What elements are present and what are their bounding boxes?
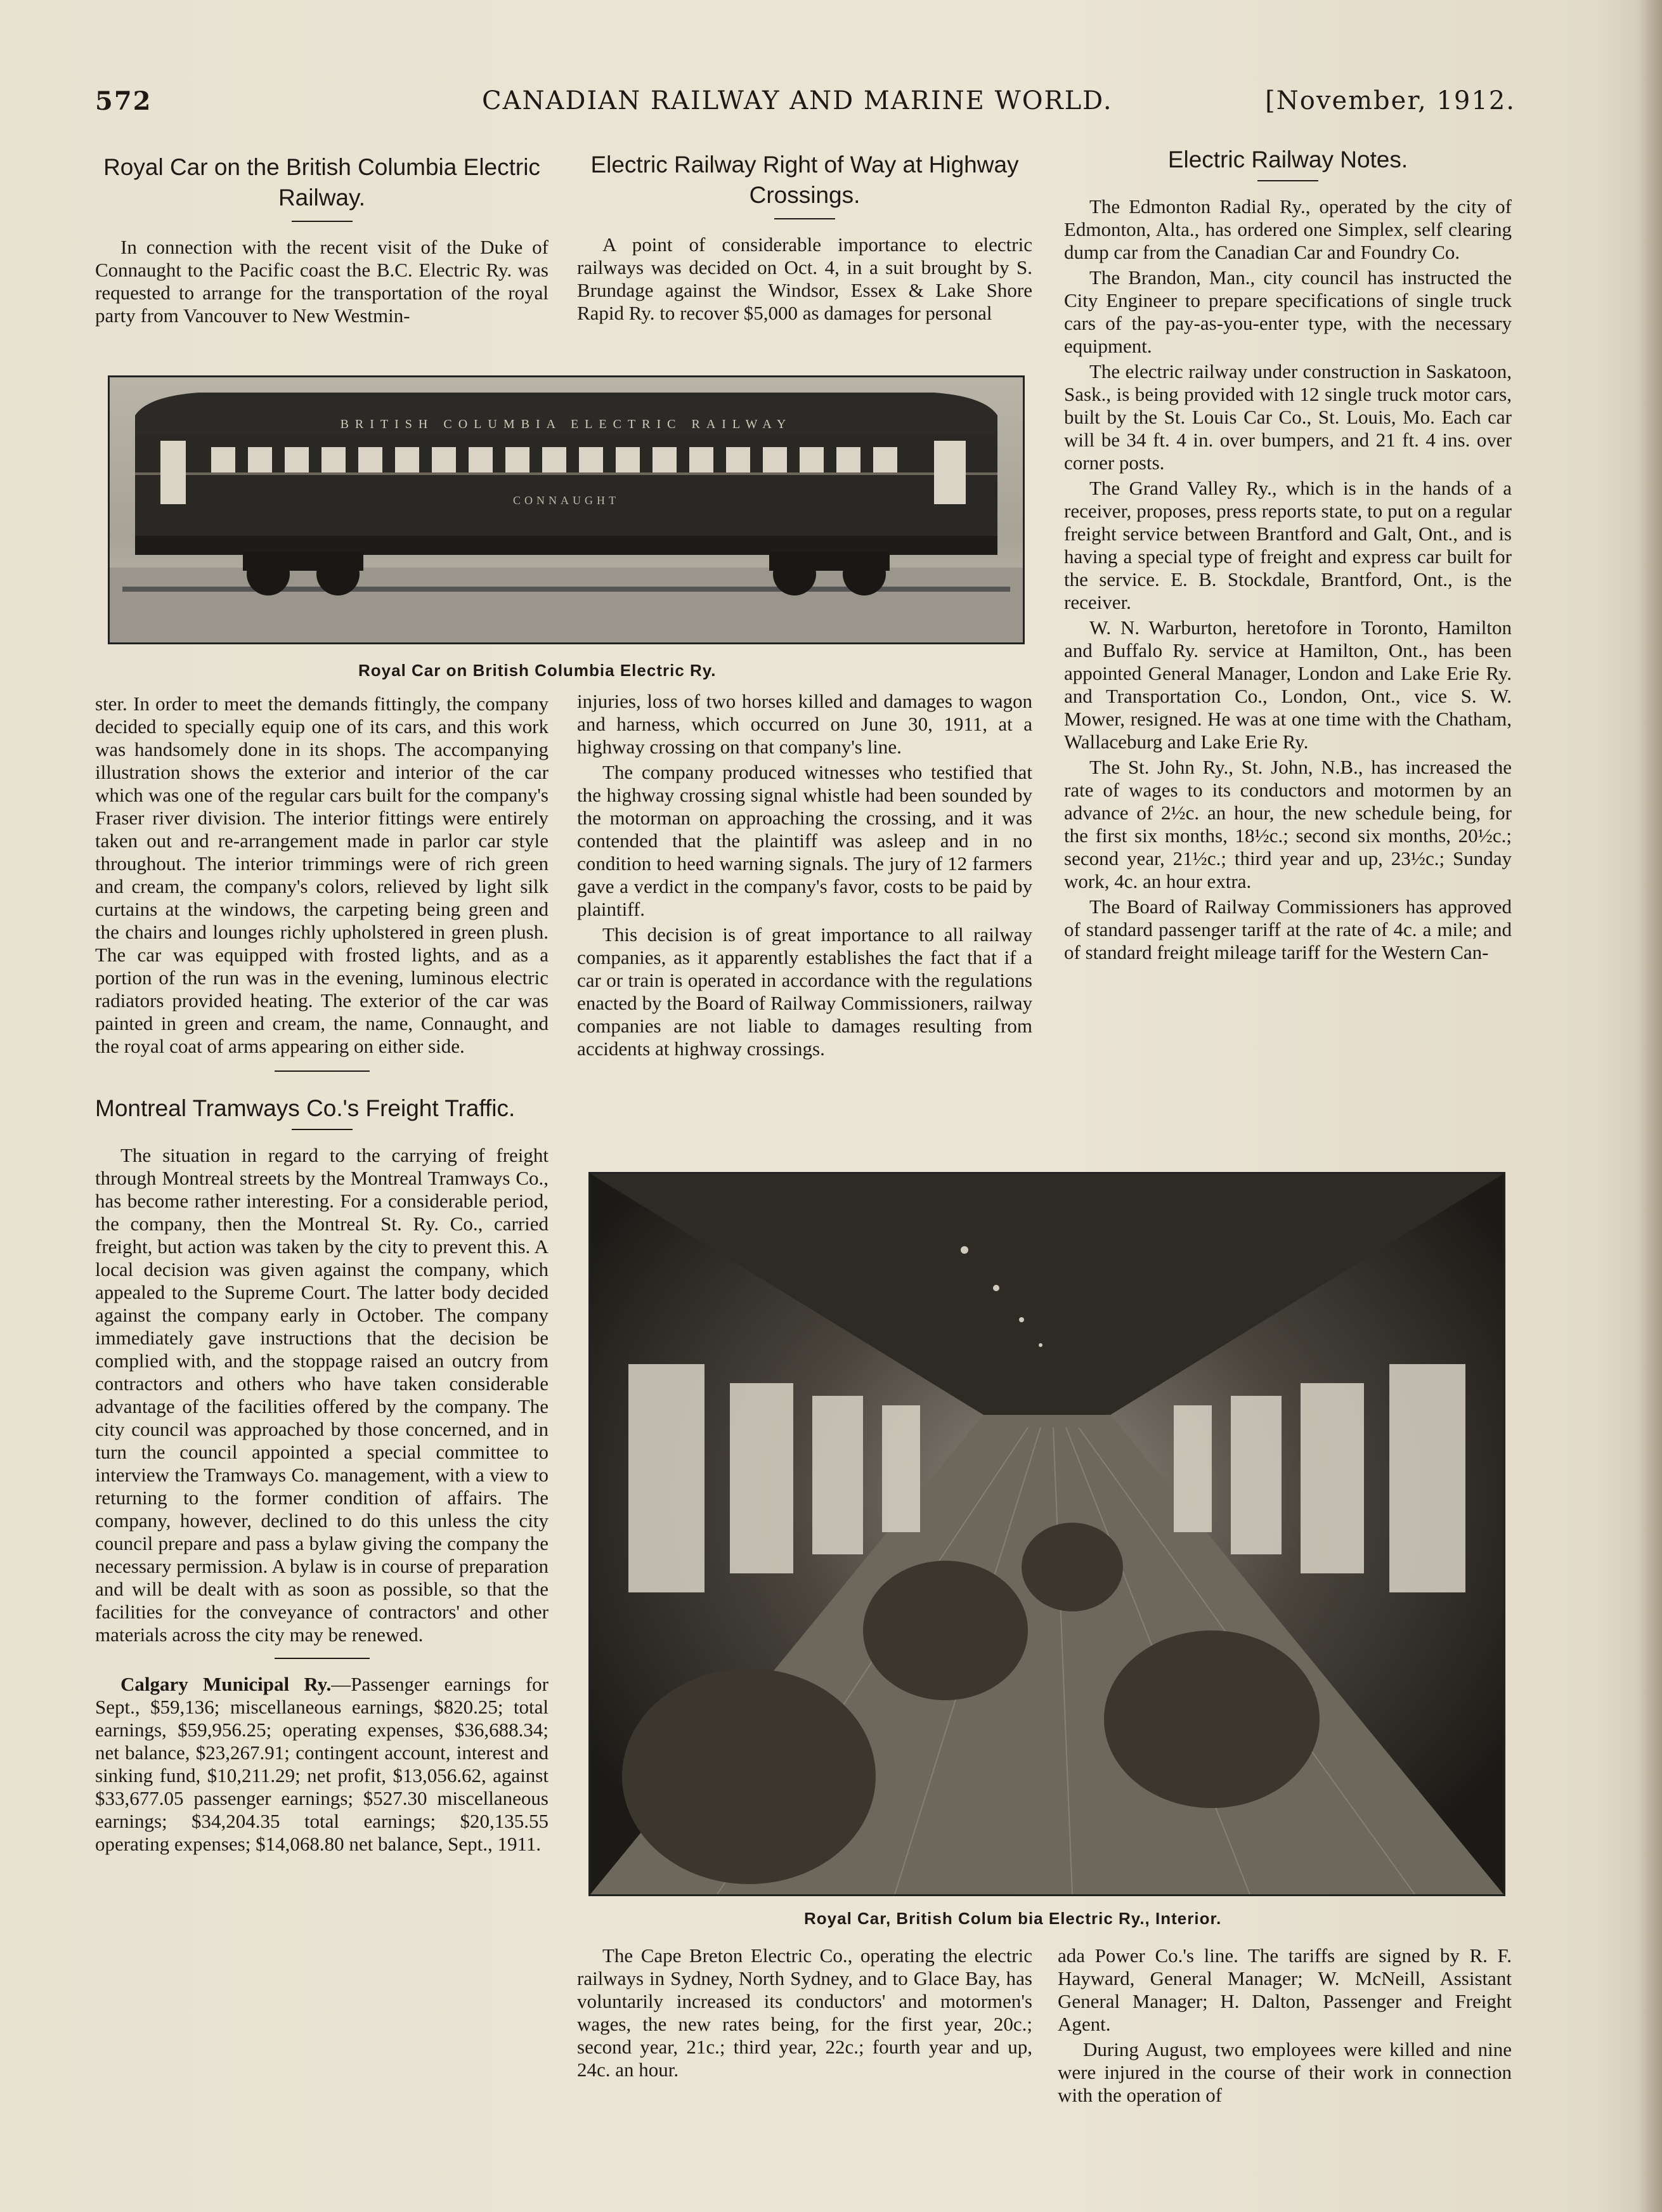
note-item: The Grand Valley Ry., which is in the hands of a receiver, proposes, press reports state, to put on a regular freight service between Brantford and Galt, Ont., and is having a special type of freight and express car built for the service. E. B. Stockdale, Brantford, Ont., is the receiver. [1064, 477, 1512, 613]
right-of-way-para1: A point of considerable importance to electric railways was decided on Oct. 4, in a suit brought by S. Brundage against the Windsor, Essex & Lake Shore Rapid Ry. to recover $5,000 as damages for personal [577, 233, 1032, 324]
right-of-way-title-line2: Crossings. [749, 182, 860, 208]
royal-car-para1: In connection with the recent visit of the Duke of Connaught to the Pacific coast the B.C. Electric Ry. was requested to arrange for the transportation of the royal party from Vancouver to New Westmin- [95, 236, 549, 327]
article-divider [275, 1070, 370, 1072]
note-item: The Edmonton Radial Ry., operated by the city of Edmonton, Alta., has ordered one Simplex, self clearing dump car from the Canadian Car and Foundry Co. [1064, 195, 1512, 263]
right-of-way-para3: The company produced witnesses who testified that the highway crossing signal whistle had been sounded by the motorman on approaching the crossing, and it was contended that the plaintiff was asleep and in no condition to heed warning signals. The jury of 12 farmers gave a verdict in the company's favor, costs to be paid by plaintiff. [577, 761, 1032, 920]
exterior-photo-caption: Royal Car on British Columbia Electric Ry. [358, 661, 717, 680]
page-edge-shadow [1637, 0, 1662, 2212]
car-side-lettering: BRITISH COLUMBIA ELECTRIC RAILWAY [340, 417, 793, 431]
royal-car-para2: ster. In order to meet the demands fittingly, the company decided to specially equip one of its cars, and this work was handsomely done in its shops. The accompanying illustration shows the exterior and interior of the car which was one of the regular cars built for the company's Fraser river division. The interior fittings were entirely taken out and re-arrangement made in parlor car style throughout. The interior trimmings were of rich green and cream, the company's colors, relieved by light silk curtains at the windows, the carpeting being green and the chairs and lounges richly upholstered in green plush. The car was equipped with frosted lights, and as a portion of the run was in the evening, luminous electric radiators provided heating. The exterior of the car was painted in green and cream, the name, Connaught, and the royal coat of arms appearing on either side. [95, 693, 549, 1057]
royal-car-title-line1: Royal Car on the British Columbia Electric [103, 154, 540, 180]
title-rule [292, 221, 353, 222]
railway-car-illustration [110, 377, 1023, 642]
right-of-way-para4: This decision is of great importance to all railway companies, as it apparently establishes the fact that if a car or train is operated in accordance with the regulations enacted by the Board of Railway Commissioners, railway companies are not liable to damages resulting from accidents at highway crossings. [577, 923, 1032, 1060]
montreal-para1: The situation in regard to the carrying of freight through Montreal streets by the Montreal Tramways Co., has become rather interesting. For a considerable period, the company, then the Montreal St. Ry. Co., carried freight, but action was taken by the city to prevent this. A local decision was given against the company, which appealed to the Supreme Court. The latter body decided against the company early in October. The company immediately gave instructions that the decision be complied with, and the stoppage raised an outcry from contractors and others who have taken considerable advantage of the facilities offered by the company. The city council was approached by those concerned, and in turn the council appointed a special committee to interview the Tramways Co. management, with a view to returning to the former condition of affairs. The company, however, declined to do this unless the city council prepare and pass a bylaw giving the company the necessary permission. A bylaw is in course of preparation and will be dealt with as soon as possible, so that the facilities for the conveyance of contractors' and other materials across the city may be renewed. [95, 1144, 549, 1646]
montreal-title: Montreal Tramways Co.'s Freight Traffic. [95, 1095, 516, 1121]
right-of-way-title-line1: Electric Railway Right of Way at Highway [590, 152, 1019, 178]
right-of-way-title [577, 150, 1032, 211]
royal-car-title-line2: Railway. [278, 185, 366, 211]
note-item: The Board of Railway Commissioners has approved of standard passenger tariff at the rate of 4c. a mile; and of standard freight mileage tariff for the Western Can- [1064, 895, 1512, 963]
title-rule [774, 218, 835, 219]
interior-car-photo [588, 1172, 1505, 1896]
interior-photo-caption: Royal Car, British Colum bia Electric Ry., Interior. [804, 1909, 1222, 1928]
right-of-way-para2: injuries, loss of two horses killed and damages to wagon and harness, which occurred on June 30, 1911, at a highway crossing on that company's line. [577, 690, 1032, 758]
notes-continued-para2: During August, two employees were killed and nine were injured in the course of their work in connection with the operation of [1058, 2038, 1512, 2106]
notes-title: Electric Railway Notes. [1167, 146, 1408, 172]
note-item: W. N. Warburton, heretofore in Toronto, Hamilton and Buffalo Ry. service at Hamilton, Ont., has been appointed General Manager, London and Lake Erie Ry. and Transportation Co., London, Ont., vice S. W. Mower, resigned. He was at one time with the Chatham, Wallaceburg and Lake Erie Ry. [1064, 616, 1512, 753]
right-of-way-article-top [577, 150, 1032, 325]
cape-breton-note [577, 1944, 1032, 2081]
title-rule [292, 1129, 353, 1130]
royal-car-article-continued [95, 693, 549, 1856]
royal-car-article-top [95, 152, 549, 327]
note-item: The electric railway under construction in Saskatoon, Sask., is being provided with 12 single truck motor cars, built by the St. Louis Car Co., St. Louis, Mo. Each car will be 34 ft. 4 in. over bumpers, and 21 ft. 4 ins. over corner posts. [1064, 360, 1512, 474]
masthead: CANADIAN RAILWAY AND MARINE WORLD. [482, 86, 1113, 115]
page-number: 572 [95, 86, 152, 116]
electric-railway-notes [1064, 145, 1512, 964]
calgary-text: —Passenger earnings for Sept., $59,136; miscellaneous earnings, $820.25; total earnings, $59,956.25; operating expenses, $36,688.34; net balance, $23,267.91; contingent account, interest and sinking fund, $10,211.29; net profit, $13,056.62, against $33,677.05 passenger earnings; $527.30 miscellaneous earnings; $34,204.35 total earnings; $20,135.55 operating expenses; $14,068.80 net balance, Sept., 1911. [95, 1673, 549, 1855]
cape-breton-para: The Cape Breton Electric Co., operating the electric railways in Sydney, North Sydney, and to Glace Bay, has voluntarily increased its conductors' and motormen's wages, the new rates being, for the first year, 20c.; second year, 21c.; third year, 22c.; fourth year and up, 24c. an hour. [577, 1944, 1032, 2081]
calgary-lead: Calgary Municipal Ry. [120, 1673, 332, 1695]
exterior-car-photo [108, 375, 1025, 644]
article-divider [275, 1658, 370, 1659]
right-of-way-article-continued [577, 690, 1032, 1060]
car-name-lettering: CONNAUGHT [513, 494, 620, 507]
running-header [95, 81, 1516, 119]
royal-car-title [95, 152, 549, 213]
note-item: The St. John Ry., St. John, N.B., has increased the rate of wages to its conductors and motormen by an advance of 2½c. an hour, the new schedule being, for the first six months, 18½c.; second six months, 20½c.; second year, 21½c.; third year and up, 23½c.; Sunday work, 4c. an hour extra. [1064, 756, 1512, 892]
parlor-interior-illustration [590, 1174, 1503, 1894]
title-rule [1257, 180, 1318, 181]
notes-continued-para1: ada Power Co.'s line. The tariffs are signed by R. F. Hayward, General Manager; W. McNeill, Assistant General Manager; H. Dalton, Passenger and Freight Agent. [1058, 1944, 1512, 2035]
note-item: The Brandon, Man., city council has instructed the City Engineer to prepare specifications of single truck cars of the pay-as-you-enter type, with the necessary equipment. [1064, 266, 1512, 357]
calgary-paragraph [95, 1673, 549, 1856]
issue-date: [November, 1912. [1265, 86, 1516, 115]
notes-continued [1058, 1944, 1512, 2107]
